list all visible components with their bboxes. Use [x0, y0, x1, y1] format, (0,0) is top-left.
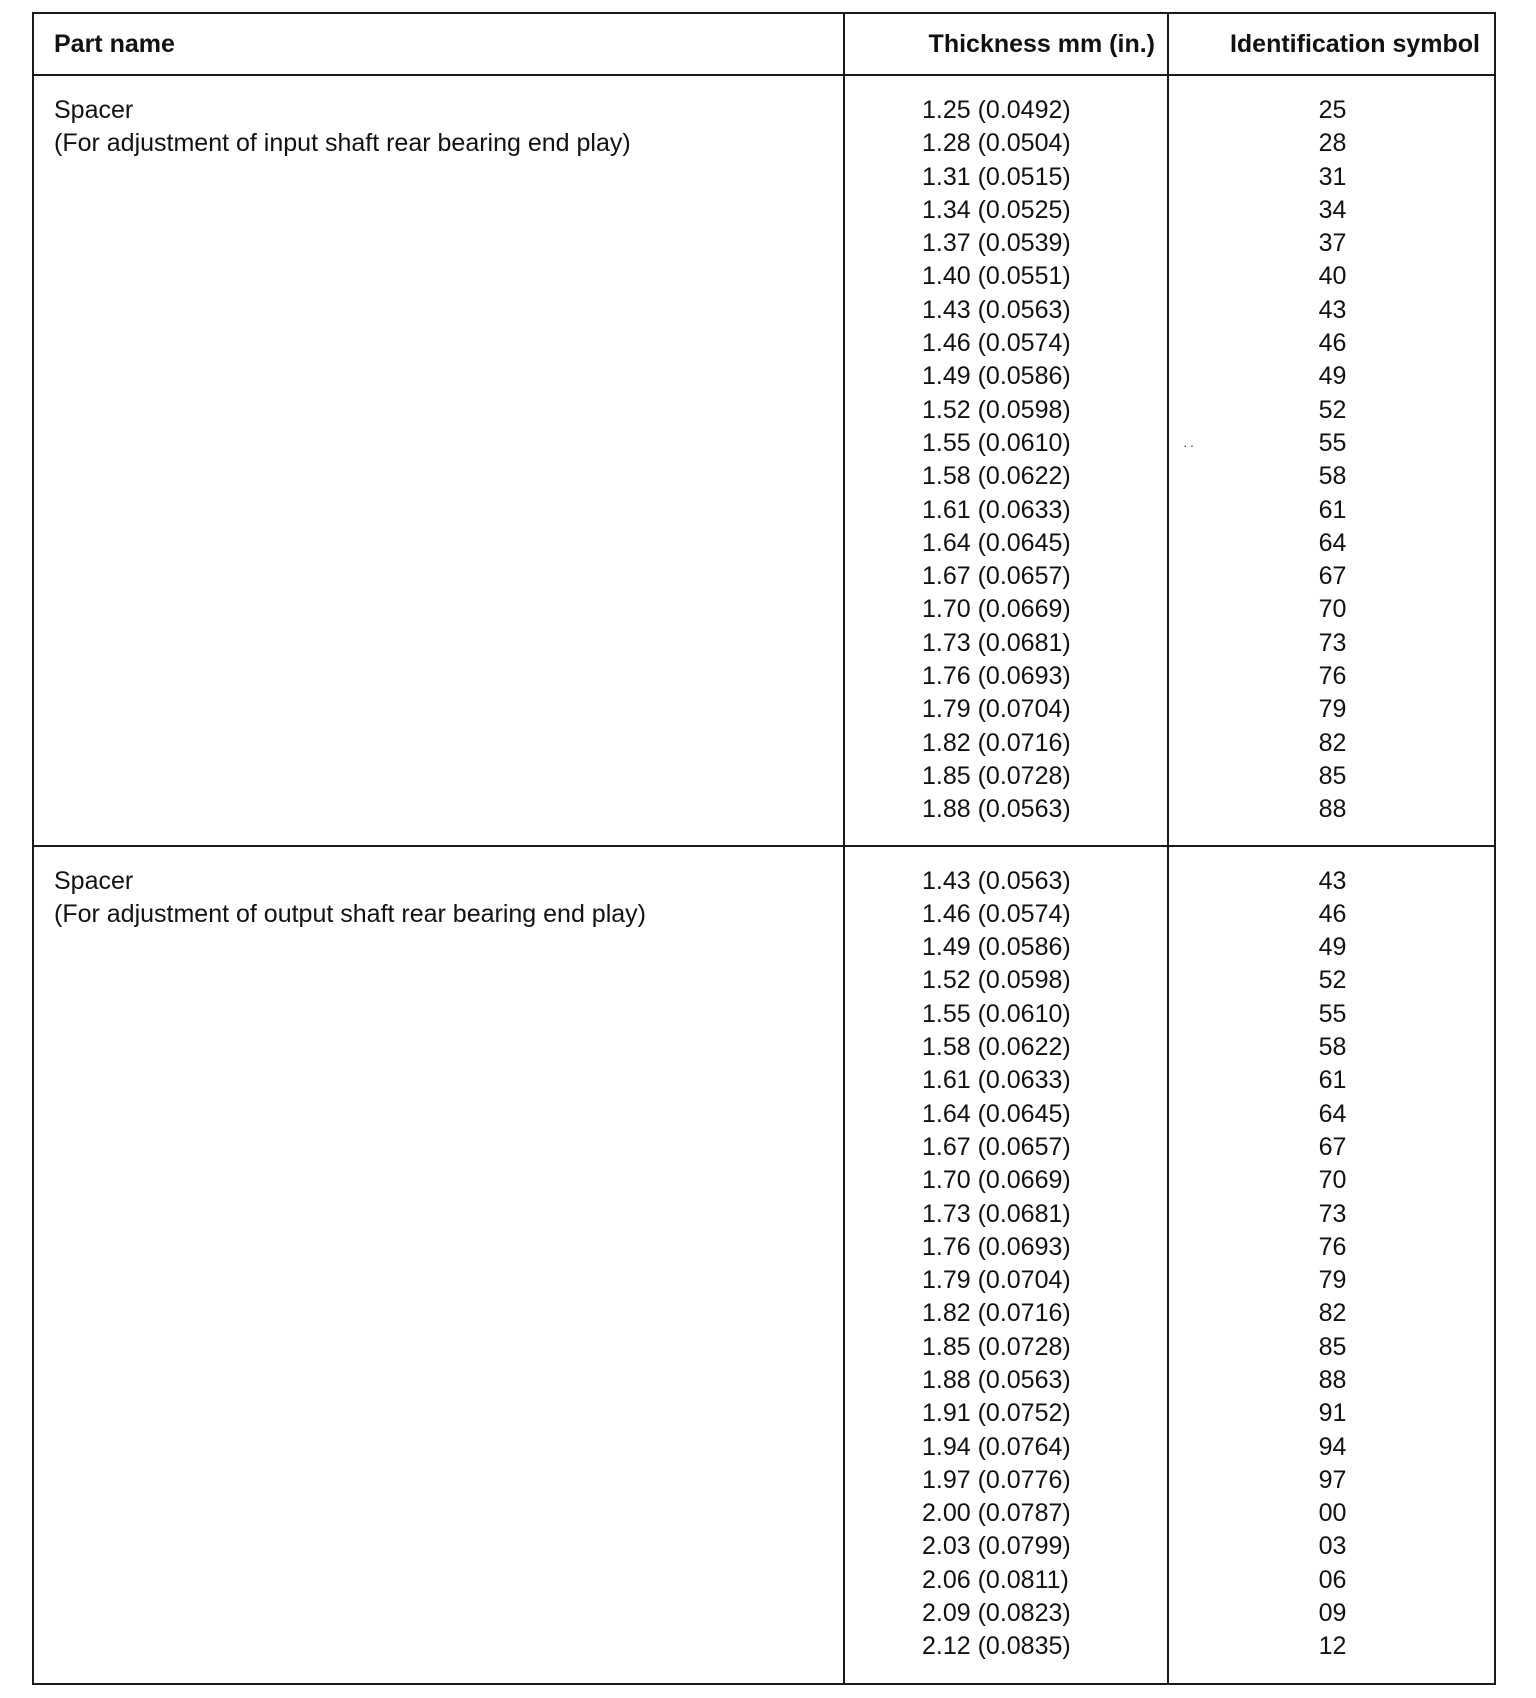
thickness-cell [844, 846, 1168, 1684]
identification-symbol: 82 [1318, 728, 1347, 757]
thickness-value: 1.55 (0.0610) [922, 428, 1071, 457]
identification-symbol: 46 [1318, 329, 1347, 358]
thickness-value: 1.88 (0.0563) [922, 795, 1071, 824]
identification-symbol: 94 [1318, 1432, 1347, 1461]
identification-symbol: 52 [1318, 966, 1347, 995]
identification-symbol: 49 [1318, 362, 1347, 391]
identification-symbol: 37 [1318, 229, 1347, 258]
spacer-spec-sheet [32, 12, 1494, 1680]
thickness-value: 1.82 (0.0716) [922, 1299, 1071, 1328]
identification-symbol: 64 [1318, 1099, 1347, 1128]
identification-symbol: 64 [1318, 528, 1347, 557]
part-name-cell [33, 75, 844, 846]
thickness-value: 1.76 (0.0693) [922, 662, 1071, 691]
identification-symbol: 58 [1318, 1033, 1347, 1062]
identification-symbol: 85 [1318, 761, 1347, 790]
identification-symbol: 12 [1318, 1632, 1347, 1661]
thickness-value: 1.67 (0.0657) [922, 562, 1071, 591]
identification-symbol: 91 [1318, 1399, 1347, 1428]
thickness-value: 1.61 (0.0633) [922, 1066, 1071, 1095]
thickness-value: 1.28 (0.0504) [922, 129, 1071, 158]
thickness-value: 1.73 (0.0681) [922, 1199, 1071, 1228]
thickness-value: 1.79 (0.0704) [922, 1266, 1071, 1295]
identification-symbol: 58 [1318, 462, 1347, 491]
thickness-value: 1.52 (0.0598) [922, 395, 1071, 424]
identification-symbol: 97 [1318, 1465, 1347, 1494]
identification-symbol: 40 [1318, 262, 1347, 291]
identification-symbol: 52 [1318, 395, 1347, 424]
identification-symbol: 70 [1318, 595, 1347, 624]
symbol-cell [1168, 75, 1495, 846]
identification-symbol: 73 [1318, 1199, 1347, 1228]
identification-symbol: 76 [1318, 1232, 1347, 1261]
part-name-cell [33, 846, 844, 1684]
thickness-value: 1.79 (0.0704) [922, 695, 1071, 724]
thickness-value: 2.09 (0.0823) [922, 1599, 1071, 1628]
thickness-value: 1.46 (0.0574) [922, 899, 1071, 928]
thickness-value: 1.58 (0.0622) [922, 462, 1071, 491]
symbol-cell [1168, 846, 1495, 1684]
thickness-cell [844, 75, 1168, 846]
identification-symbol: 70 [1318, 1166, 1347, 1195]
identification-symbol: 43 [1318, 295, 1347, 324]
identification-symbol: 09 [1318, 1599, 1347, 1628]
thickness-list [845, 94, 1167, 827]
thickness-value: 1.97 (0.0776) [922, 1465, 1071, 1494]
part-description: (For adjustment of output shaft rear bearing end play) [54, 899, 646, 928]
thickness-value: 1.58 (0.0622) [922, 1033, 1071, 1062]
header-part-name: Part name [33, 13, 844, 75]
thickness-value: 1.64 (0.0645) [922, 1099, 1071, 1128]
identification-symbol: 46 [1318, 899, 1347, 928]
thickness-value: 1.91 (0.0752) [922, 1399, 1071, 1428]
thickness-value: 1.82 (0.0716) [922, 728, 1071, 757]
identification-symbol: 85 [1318, 1332, 1347, 1361]
thickness-value: 1.94 (0.0764) [922, 1432, 1071, 1461]
thickness-value: 1.85 (0.0728) [922, 1332, 1071, 1361]
thickness-value: 1.37 (0.0539) [922, 229, 1071, 258]
thickness-value: 1.43 (0.0563) [922, 866, 1071, 895]
thickness-value: 2.06 (0.0811) [922, 1565, 1069, 1594]
identification-symbol: 82 [1318, 1299, 1347, 1328]
thickness-value: 1.55 (0.0610) [922, 999, 1071, 1028]
table-header-row [33, 13, 1495, 75]
identification-symbol: 88 [1318, 1365, 1347, 1394]
identification-symbol: 34 [1318, 195, 1347, 224]
identification-symbol: 55 [1318, 428, 1347, 457]
thickness-value: 2.03 (0.0799) [922, 1532, 1071, 1561]
identification-symbol: 79 [1318, 695, 1347, 724]
thickness-value: 2.00 (0.0787) [922, 1499, 1071, 1528]
thickness-value: 1.70 (0.0669) [922, 1166, 1071, 1195]
identification-symbol: 49 [1318, 933, 1347, 962]
identification-symbol: 25 [1318, 96, 1347, 124]
part-name: Spacer [54, 96, 134, 124]
thickness-value: 1.46 (0.0574) [922, 329, 1071, 358]
thickness-value: 1.73 (0.0681) [922, 628, 1071, 657]
identification-symbol: 00 [1318, 1499, 1347, 1528]
identification-symbol: 31 [1318, 162, 1347, 191]
thickness-value: 1.25 (0.0492) [922, 96, 1071, 124]
identification-symbol: 55 [1318, 999, 1347, 1028]
thickness-value: 1.76 (0.0693) [922, 1232, 1071, 1261]
thickness-value: 1.40 (0.0551) [922, 262, 1071, 291]
spacer-group-output-shaft [33, 846, 1495, 1684]
identification-symbol: 76 [1318, 662, 1347, 691]
thickness-value: 1.64 (0.0645) [922, 528, 1071, 557]
scan-speck: ·· [1183, 437, 1197, 453]
symbol-list [1169, 94, 1494, 827]
identification-symbol: 61 [1318, 1066, 1347, 1095]
identification-symbol: 67 [1318, 562, 1347, 591]
thickness-value: 2.12 (0.0835) [922, 1632, 1071, 1661]
identification-symbol: 88 [1318, 795, 1347, 824]
spacer-spec-table [32, 12, 1496, 1685]
identification-symbol: 79 [1318, 1266, 1347, 1295]
identification-symbol: 28 [1318, 129, 1347, 158]
spacer-group-input-shaft [33, 75, 1495, 846]
thickness-value: 1.31 (0.0515) [922, 162, 1071, 191]
thickness-value: 1.70 (0.0669) [922, 595, 1071, 624]
identification-symbol: 06 [1318, 1565, 1347, 1594]
thickness-value: 1.43 (0.0563) [922, 295, 1071, 324]
identification-symbol: 67 [1318, 1132, 1347, 1161]
symbol-list [1169, 865, 1494, 1664]
header-thickness: Thickness mm (in.) [844, 13, 1168, 75]
header-identification-symbol: Identification symbol [1168, 13, 1495, 75]
thickness-value: 1.61 (0.0633) [922, 495, 1071, 524]
thickness-list [845, 865, 1167, 1664]
identification-symbol: 61 [1318, 495, 1347, 524]
part-name: Spacer [54, 866, 134, 895]
identification-symbol: 73 [1318, 628, 1347, 657]
thickness-value: 1.85 (0.0728) [922, 761, 1071, 790]
thickness-value: 1.88 (0.0563) [922, 1365, 1071, 1394]
thickness-value: 1.49 (0.0586) [922, 362, 1071, 391]
thickness-value: 1.52 (0.0598) [922, 966, 1071, 995]
thickness-value: 1.67 (0.0657) [922, 1132, 1071, 1161]
identification-symbol: 43 [1318, 866, 1347, 895]
identification-symbol: 03 [1318, 1532, 1347, 1561]
thickness-value: 1.34 (0.0525) [922, 195, 1071, 224]
thickness-value: 1.49 (0.0586) [922, 933, 1071, 962]
part-description: (For adjustment of input shaft rear bearing end play) [54, 129, 631, 157]
